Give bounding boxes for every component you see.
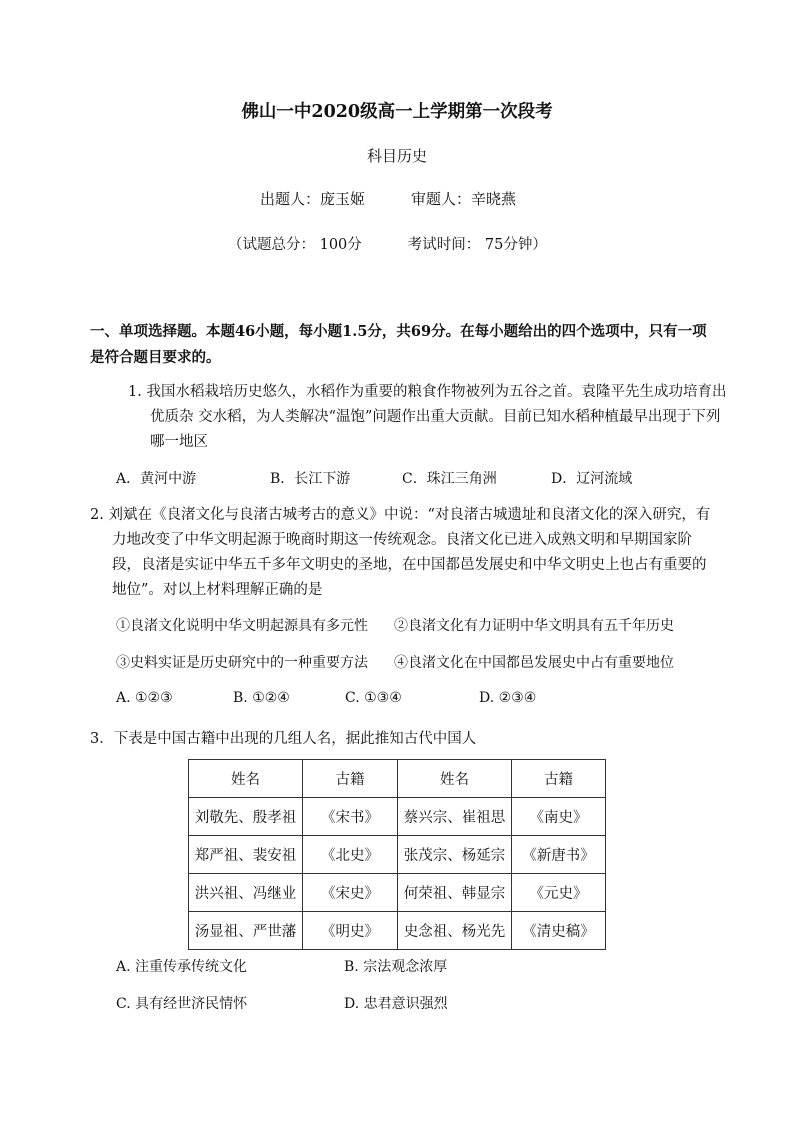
table-header: 古籍 xyxy=(512,760,606,798)
table-cell: 刘敬先、殷孝祖 xyxy=(189,798,303,836)
total-score: （试题总分： 100分 xyxy=(228,237,362,253)
table-row xyxy=(189,798,606,836)
question-3-options-row2 xyxy=(116,993,448,1013)
option[interactable]: D．辽河流域 xyxy=(551,471,633,487)
question-2 xyxy=(90,503,720,603)
table-cell: 汤显祖、严世藩 xyxy=(189,912,303,950)
option[interactable]: A. 注重传承传统文化 xyxy=(116,959,248,975)
table-cell: 史念祖、杨光先 xyxy=(398,912,512,950)
table-header: 姓名 xyxy=(398,760,512,798)
exam-time: 考试时间： 75分钟） xyxy=(407,237,547,253)
question-2-options xyxy=(116,690,536,706)
question-3-options-row1 xyxy=(116,956,447,976)
option[interactable]: B. 宗法观念浓厚 xyxy=(344,959,448,975)
question-1 xyxy=(128,380,728,455)
table-header-row xyxy=(189,760,606,798)
table-header: 古籍 xyxy=(303,760,398,798)
reviewer: 审题人：辛晓燕 xyxy=(411,190,517,208)
table-cell: 郑严祖、裴安祖 xyxy=(189,836,303,874)
table-cell: 《北史》 xyxy=(303,836,398,874)
table-row xyxy=(189,912,606,950)
exam-info xyxy=(228,233,547,254)
option[interactable]: D. ②③④ xyxy=(479,690,537,706)
question-3-stem: 3．下表是中国古籍中出现的几组人名，据此推知古代中国人 xyxy=(90,731,477,747)
option[interactable]: D. 忠君意识强烈 xyxy=(344,996,448,1012)
table-cell: 《宋史》 xyxy=(303,874,398,912)
option[interactable]: B．长江下游 xyxy=(270,471,351,487)
section-heading: 一、单项选择题。本题46小题，每小题1.5分，共69分。在每小题给出的四个选项中，只有一项是符合题目要求的。 xyxy=(90,323,707,366)
statement: ②良渚文化有力证明中华文明具有五千年历史 xyxy=(394,618,674,634)
statement: ③史料实证是历史研究中的一种重要方法 xyxy=(116,655,368,671)
statement: ④良渚文化在中国都邑发展史中占有重要地位 xyxy=(394,655,674,671)
table-cell: 蔡兴宗、崔祖思 xyxy=(398,798,512,836)
exam-title: 佛山一中2020级高一上学期第一次段考 xyxy=(241,102,553,122)
table-cell: 何荣祖、韩显宗 xyxy=(398,874,512,912)
option[interactable]: C. ①③④ xyxy=(345,690,402,706)
table-cell: 张茂宗、杨延宗 xyxy=(398,836,512,874)
option[interactable]: A．黄河中游 xyxy=(116,471,197,487)
setter: 出题人：庞玉姬 xyxy=(260,190,366,208)
table-cell: 《宋书》 xyxy=(303,798,398,836)
table-cell: 《明史》 xyxy=(303,912,398,950)
question-1-options xyxy=(116,468,632,488)
table-row xyxy=(189,874,606,912)
table-cell: 洪兴祖、冯继业 xyxy=(189,874,303,912)
option[interactable]: B. ①②④ xyxy=(233,690,290,706)
table-cell: 《元史》 xyxy=(512,874,606,912)
question-1-stem: 1. 我国水稻栽培历史悠久，水稻作为重要的粮食作物被列为五谷之首。袁隆平先生成功培育出优质杂 交水稻，为人类解决“温饱”问题作出重大贡献。目前已知水稻种植最早出现于下列哪一地区 xyxy=(128,384,727,450)
table-cell: 《清史稿》 xyxy=(512,912,606,950)
table-cell: 《新唐书》 xyxy=(512,836,606,874)
subject-line: 科目历史 xyxy=(366,147,427,165)
table-row xyxy=(189,836,606,874)
question-2-statements-row1 xyxy=(116,615,674,635)
statement: ①良渚文化说明中华文明起源具有多元性 xyxy=(116,618,368,634)
table-cell: 《南史》 xyxy=(512,798,606,836)
option[interactable]: C. 具有经世济民情怀 xyxy=(116,996,248,1012)
option[interactable]: C．珠江三角洲 xyxy=(402,471,497,487)
question-2-statements-row2 xyxy=(116,652,674,672)
table-header: 姓名 xyxy=(189,760,303,798)
names-table xyxy=(188,759,606,950)
option[interactable]: A. ①②③ xyxy=(116,690,173,706)
question-2-stem: 2. 刘斌在《良渚文化与良渚古城考古的意义》中说：“对良渚古城遗址和良渚文化的深入研究，有力地改变了中华文明起源于晚商时期这一传统观念。良渚文化已进入成熟文明和早期国家阶段，良渚是实证中华五千多年文明史的圣地，在中国都邑发展史和中华文明史上也占有重要的地位”。对以上材料理解正确的是 xyxy=(90,507,711,598)
authors-line xyxy=(260,188,516,209)
